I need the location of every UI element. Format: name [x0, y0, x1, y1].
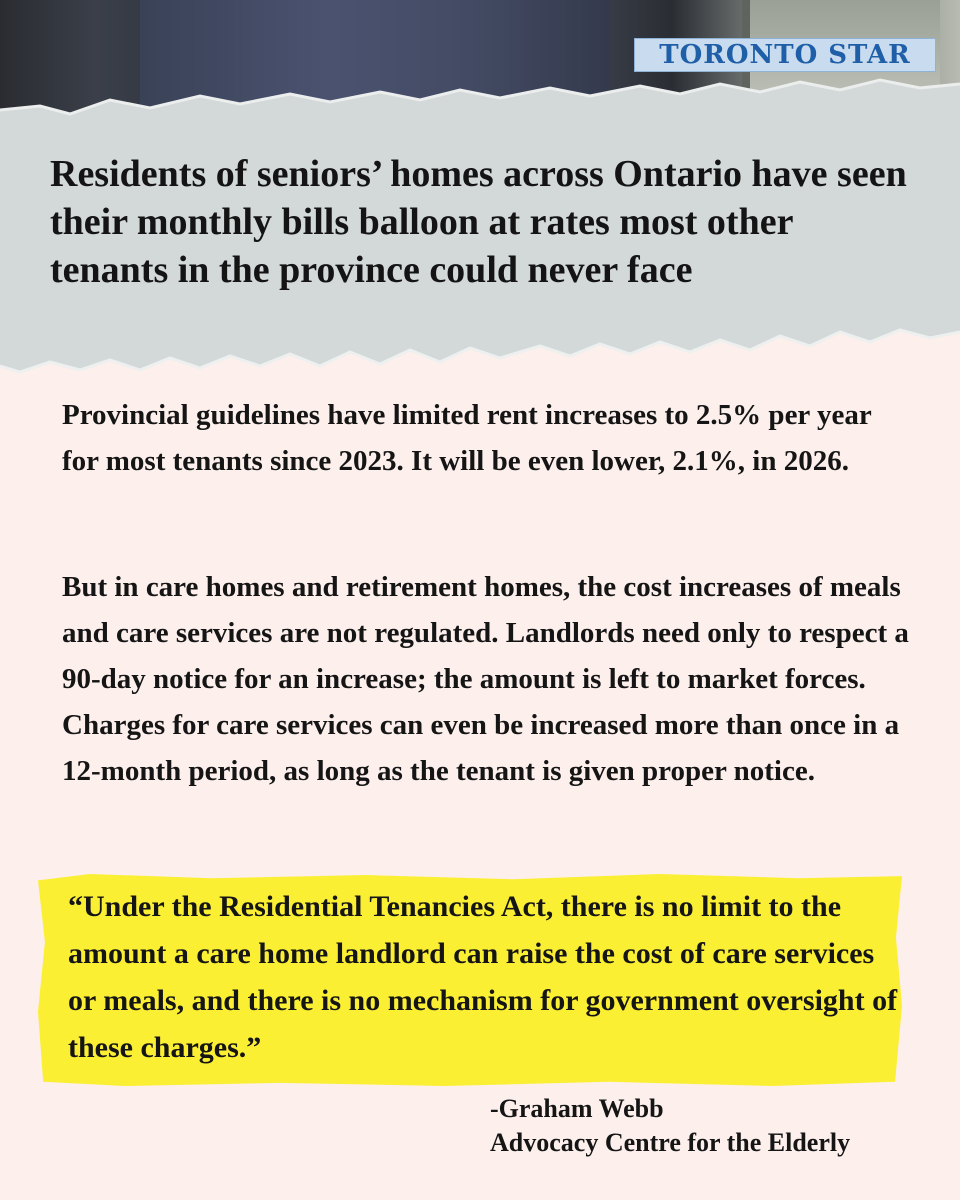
quote-author: -Graham Webb	[490, 1094, 664, 1123]
logo-text: TORONTO STAR	[659, 40, 911, 70]
quote-organization: Advocacy Centre for the Elderly	[490, 1128, 851, 1157]
toronto-star-logo	[634, 38, 936, 72]
headline: Residents of seniors’ homes across Ontario have seen their monthly bills balloon at rates most other tenants in the province could never face	[50, 153, 907, 291]
quote-attribution	[490, 1092, 930, 1160]
quote-text: “Under the Residential Tenancies Act, there is no limit to the amount a care home landlord can raise the cost of care services or meals, and there is no mechanism for government oversight of these charges.”	[68, 890, 898, 1064]
body-paragraph-2: But in care homes and retirement homes, the cost increases of meals and care services are not regulated. Landlords need only to respect a 90-day notice for an increase; the amount is left to market forces. Charges for care services can even be increased more than once in a 12-month period, as long as the tenant is given proper notice.	[62, 571, 909, 787]
body-paragraph-1: Provincial guidelines have limited rent increases to 2.5% per year for most tenants since 2023. It will be even lower, 2.1%, in 2026.	[62, 399, 872, 477]
